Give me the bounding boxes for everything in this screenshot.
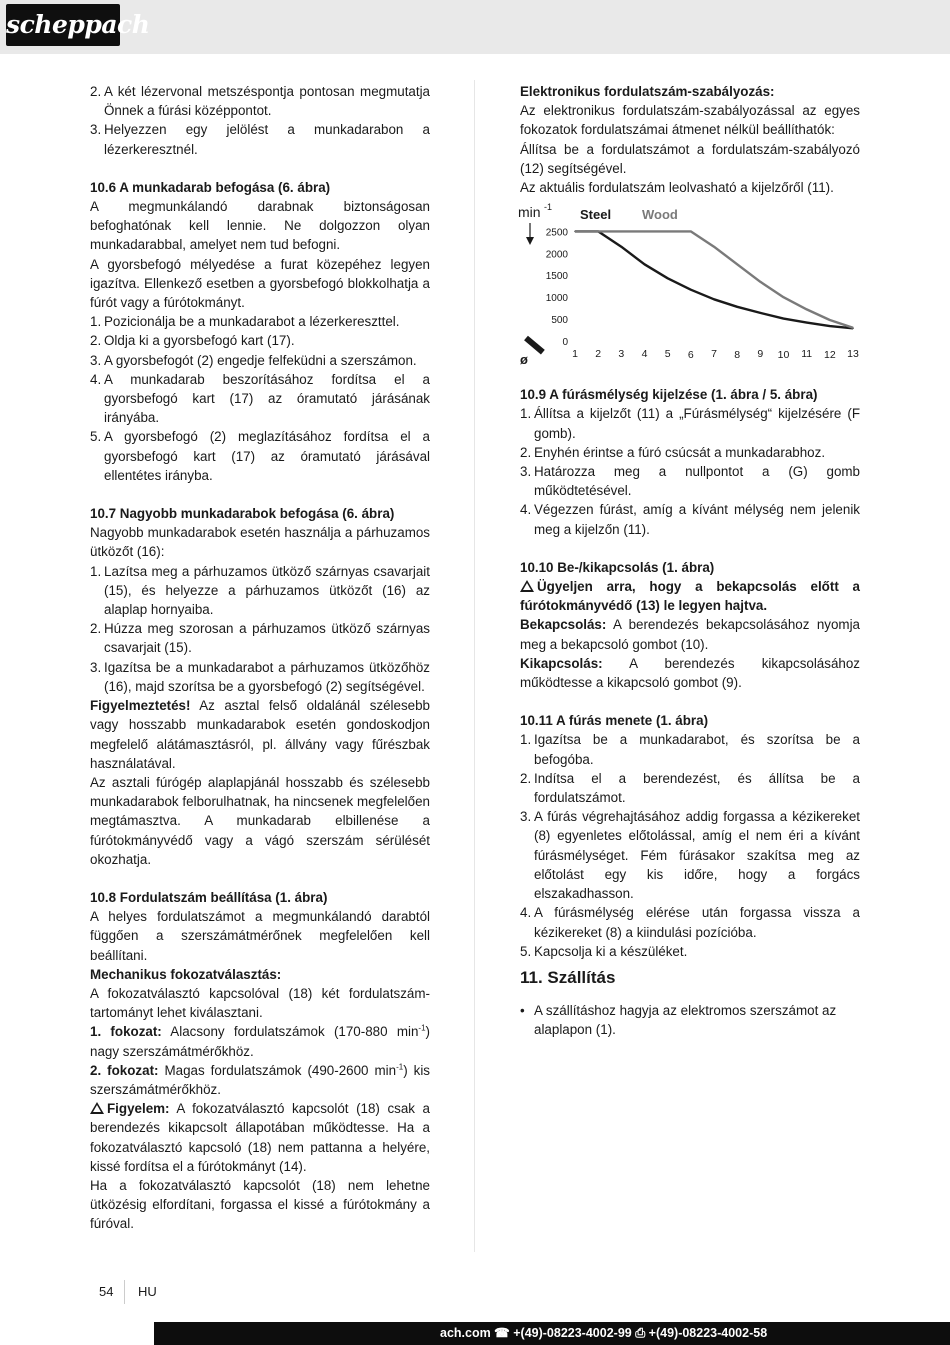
data-point-wood	[736, 264, 738, 266]
y-tick-label: 2500	[545, 227, 568, 239]
x-tick-label: 2	[595, 348, 602, 361]
list-item: 3. Határozza meg a nullpontot a (G) gomb működtetésével.	[520, 464, 860, 499]
x-tick-label: 4	[641, 348, 648, 361]
data-point-wood	[574, 231, 576, 233]
data-point-wood	[783, 297, 785, 299]
data-point-wood	[713, 246, 715, 248]
data-point-wood	[690, 231, 692, 233]
x-tick-label: 10	[777, 349, 790, 362]
contact-line: ach.com ☎ +(49)-08223-4002-99 ⎙ +(49)-08223-4002-58	[440, 1326, 768, 1340]
x-tick-label: 12	[823, 349, 836, 362]
x-tick-label: 1	[572, 348, 578, 361]
subheading: Elektronikus fordulatszám-szabályozás:	[520, 84, 775, 99]
paragraph: Bekapcsolás: A berendezés bekapcsolásához nyomja meg a bekapcsoló gombot (10).	[520, 617, 860, 652]
section-heading: 10.10 Be-/kikapcsolás (1. ábra)	[520, 559, 715, 575]
warning-triangle-icon	[90, 1102, 104, 1114]
speed-chart-svg	[518, 203, 868, 373]
paragraph: Az elektronikus fordulatszám-szabályozással az egyes fokozatok fordulatszámai átmenet nélkül beállíthatók:	[520, 103, 860, 138]
y-tick-label: 0	[562, 337, 568, 349]
section-heading: 10.8 Fordulatszám beállítása (1. ábra)	[90, 889, 328, 905]
x-tick-label: 9	[757, 348, 764, 361]
list-item: 1. Igazítsa be a munkadarabot, és szorítsa be a befogóba.	[520, 732, 860, 767]
warning-triangle-icon	[520, 580, 534, 592]
list-item: 2. Enyhén érintse a fúró csúcsát a munkadarabhoz.	[520, 444, 826, 460]
list-item: 3. A gyorsbefogót (2) engedje felfeküdni a szerszámon.	[90, 352, 417, 368]
x-tick-label: 3	[618, 348, 625, 361]
bullet-item: • A szállításhoz hagyja az elektromos szerszámot az alaplapon (1).	[520, 1002, 837, 1038]
list-item: 1. Lazítsa meg a párhuzamos ütköző szárnyas csavarjait (15), és helyezze a párhuzamos ütközőt (16) az alaplap hornyaiba.	[90, 563, 430, 618]
paragraph: A helyes fordulatszámot a megmunkálandó darabtól függően a szerszámátmérőnek megfelelően kell beállítani.	[90, 909, 430, 963]
section-heading: 10.11 A fúrás menete (1. ábra)	[520, 713, 709, 729]
list-item: 1. Pozicionálja be a munkadarabot a lézerkereszttel.	[90, 314, 400, 330]
y-tick-label: 500	[551, 315, 568, 327]
language-code: HU	[138, 1284, 157, 1299]
data-point-steel	[621, 246, 623, 248]
list-item: 4. A munkadarab beszorításához fordítsa el a gyorsbefogó kart (17) az óramutató járásának irányába.	[90, 371, 430, 426]
section-heading: 10.7 Nagyobb munkadarabok befogása (6. ábra)	[90, 506, 395, 522]
data-point-steel	[806, 322, 808, 324]
paragraph: 1. fokozat: Alacsony fordulatszámok (170-880 $\min^{-1}$) nagy szerszámátmérőkhöz.	[90, 1023, 430, 1059]
data-point-wood	[806, 309, 808, 311]
list-item: 4. Végezzen fúrást, amíg a kívánt mélység nem jelenik meg a kijelzőn (11).	[520, 502, 860, 537]
footer-divider	[124, 1280, 125, 1304]
x-tick-label: 8	[734, 349, 741, 362]
x-tick-label: 6	[687, 349, 694, 362]
paragraph: Az asztali fúrógép alaplapjánál hosszabb és szélesebb munkadarabok felborulhatnak, ha nincsenek megfelelően megtámasztva. A munkadarab elbillenése a fúrótokmányvédő vagy a vágó szerszám sérülését okozhatja.	[90, 774, 430, 867]
list-item: 3. A fúrás végrehajtásához addig forgassa a kézikereket (8) egyenletes előtolással, amíg el nem éri a kívánt fúrásmélységet. Fém fúrásakor szakítsa meg az előtolást egy kis időre, hogy a forgács elszakadhasson.	[520, 809, 860, 902]
x-tick-label: 11	[801, 348, 813, 361]
paragraph: Kikapcsolás: A berendezés kikapcsolásához működtesse a kikapcsoló gombot (9).	[520, 655, 860, 691]
list-item: 3. Igazítsa be a munkadarabot a párhuzamos ütközőhöz (16), majd szorítsa be a gyorsbefogó (2) segítségével.	[90, 659, 430, 694]
list-item: 3. Helyezzen egy jelölést a munkadarabon a lézerkeresztnél.	[90, 122, 430, 157]
data-point-steel	[783, 318, 785, 320]
list-item: 2. Húzza meg szorosan a párhuzamos ütköző szárnyas csavarjait (15).	[90, 621, 430, 656]
data-point-wood	[852, 327, 854, 329]
brand-logo: scheppach	[6, 4, 120, 46]
header-bar	[0, 0, 950, 54]
y-axis-label-exponent: -1	[544, 203, 553, 213]
y-tick-label: 2000	[545, 249, 568, 261]
data-point-steel	[760, 312, 762, 314]
list-item: 5. A gyorsbefogó (2) meglazításához fordítsa el a gyorsbefogó kart (17) az óramutató járásával ellentétes irányba.	[90, 429, 430, 483]
legend-steel: Steel	[580, 207, 612, 223]
y-axis-arrow-head	[526, 237, 534, 245]
data-point-steel	[667, 278, 669, 280]
data-point-wood	[621, 231, 623, 233]
x-tick-label: 7	[711, 348, 717, 361]
x-tick-label: 13	[847, 348, 859, 361]
data-point-wood	[667, 231, 669, 233]
diameter-symbol: ø	[520, 352, 528, 368]
paragraph: Ha a fokozatválasztó kapcsolót (18) nem lehetne ütközésig elfordítani, forgassa el kissé a fúrótokmány a fúróval.	[90, 1177, 430, 1232]
chapter-heading: 11. Szállítás	[520, 967, 616, 987]
data-point-steel	[736, 306, 738, 308]
paragraph: A gyorsbefogó mélyedése a furat közepéhez legyen igazítva. Ellenkező esetben a gyorsbefogó blokkolhatja a fúrót vagy a fúrótokmányt.	[90, 256, 430, 311]
data-point-wood	[644, 231, 646, 233]
data-point-steel	[690, 289, 692, 291]
data-point-wood	[829, 319, 831, 321]
section-heading: 10.6 A munkadarab befogása (6. ábra)	[90, 179, 331, 195]
subheading: Mechanikus fokozatválasztás:	[90, 966, 282, 982]
paragraph: A megmunkálandó darabnak biztonságosan befoghatónak kell lennie. Ne dolgozzon olyan munkadarabbal, amelyet nem tud befogni.	[90, 199, 430, 253]
paragraph: A fokozatválasztó kapcsolóval (18) két fordulatszám-tartományt lehet kiválasztani.	[90, 985, 430, 1021]
caution-paragraph: Ügyeljen arra, hogy a bekapcsolás előtt a fúrótokmányvédő (13) le legyen hajtva.	[520, 579, 860, 614]
list-item: 5. Kapcsolja ki a készüléket.	[520, 943, 688, 959]
paragraph: Nagyobb munkadarabok esetén használja a párhuzamos ütközőt (16):	[90, 525, 430, 560]
list-item: 2. A két lézervonal metszéspontja pontosan megmutatja Önnek a fúrási középpontot.	[90, 84, 430, 119]
data-point-steel	[713, 299, 715, 301]
warning-paragraph: Figyelmeztetés! Az asztal felső oldalánál szélesebb vagy hosszabb munkadarabok esetén gondoskodjon megfelelő alátámasztásról, pl. állvány vagy fűrészbak használatával.	[90, 698, 430, 771]
data-point-steel	[644, 264, 646, 266]
section-heading: 10.9 A fúrásmélység kijelzése (1. ábra / 5. ábra)	[520, 387, 818, 403]
column-divider	[474, 80, 475, 1252]
left-column	[90, 82, 430, 1234]
data-point-wood	[760, 281, 762, 283]
page-number: 54	[99, 1284, 114, 1299]
y-tick-label: 1000	[545, 293, 568, 305]
right-column	[520, 82, 860, 1039]
paragraph: Az aktuális fordulatszám leolvasható a kijelzőről (11).	[520, 180, 834, 196]
list-item: 2. Indítsa el a berendezést, és állítsa be a fordulatszámot.	[520, 770, 860, 806]
speed-chart	[518, 203, 868, 373]
list-item: 4. A fúrásmélység elérése után forgassa vissza a kézikereket (8) a kiindulási pozícióba.	[520, 905, 860, 940]
y-axis-label: min	[518, 204, 541, 221]
paragraph: Állítsa be a fordulatszámot a fordulatszám-szabályozó (12) segítségével.	[520, 141, 860, 176]
data-point-wood	[597, 231, 599, 233]
legend-wood: Wood	[642, 207, 678, 223]
y-tick-label: 1500	[545, 271, 568, 283]
data-point-steel	[829, 326, 831, 328]
list-item: 2. Oldja ki a gyorsbefogó kart (17).	[90, 333, 295, 349]
caution-paragraph: Figyelem: A fokozatválasztó kapcsolót (18) csak a berendezés kikapcsolt állapotában működtesse. Ha a fokozatválasztó kapcsoló (18) nem pattanna a helyére, kissé fordítsa el a fúrótokmányt (14).	[90, 1101, 430, 1174]
series-line-wood	[575, 232, 853, 328]
x-tick-label: 5	[664, 348, 671, 361]
list-item: 1. Állítsa a kijelzőt (11) a „Fúrásmélység“ kijelzésére (F gomb).	[520, 406, 860, 441]
paragraph: 2. fokozat: Magas fordulatszámok (490-2600 $\min^{-1}$) kis szerszámátmérőkhöz.	[90, 1062, 431, 1097]
